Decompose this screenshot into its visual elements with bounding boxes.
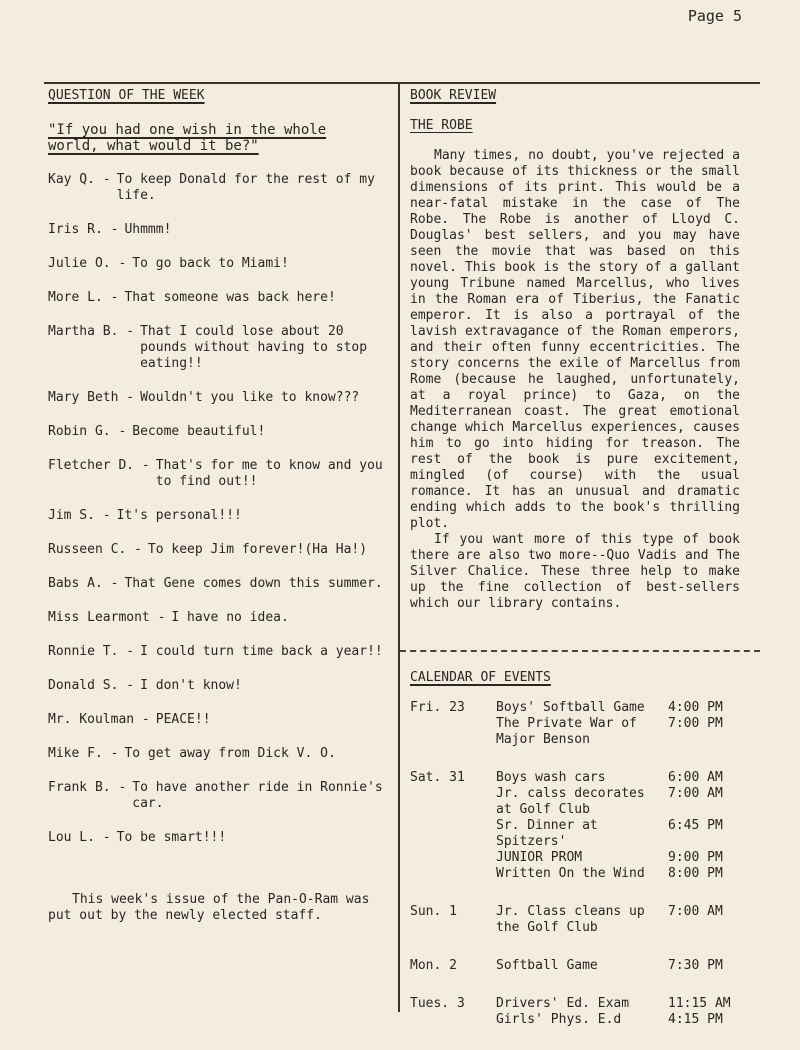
calendar-heading: CALENDAR OF EVENTS <box>410 670 551 685</box>
calendar-event <box>496 818 740 850</box>
answer-name: Julie O. - <box>48 256 127 271</box>
calendar-date: Mon. 2 <box>410 958 457 973</box>
answer-name: Lou L. - <box>48 830 111 845</box>
answer-text: To have another ride in Ronnie's car. <box>132 780 383 811</box>
question-of-the-week-section <box>48 88 383 924</box>
answer-name: Fletcher D. - <box>48 458 150 473</box>
calendar-event-list <box>496 996 740 1028</box>
answer-text: That I could lose about 20 pounds without having to stop eating!! <box>140 324 368 371</box>
calendar-event <box>496 904 740 936</box>
calendar-event <box>496 958 740 974</box>
answer-item <box>48 458 383 490</box>
calendar-event <box>496 850 740 866</box>
answer-name: More L. - <box>48 290 119 305</box>
calendar-date: Fri. 23 <box>410 700 465 715</box>
answer-name: Mary Beth - <box>48 390 135 405</box>
calendar-event <box>496 866 740 882</box>
answer-item <box>48 290 383 306</box>
calendar-event <box>496 700 740 716</box>
answer-name: Babs A. - <box>48 576 119 591</box>
answer-name: Russeen C. - <box>48 542 142 557</box>
answer-text: To keep Jim forever!(Ha Ha!) <box>147 542 368 557</box>
calendar-day <box>410 904 740 936</box>
event-name: Jr. calss decorates at Golf Club <box>496 786 645 817</box>
calendar-date: Sun. 1 <box>410 904 457 919</box>
event-name: Softball Game <box>496 958 598 973</box>
answer-item <box>48 712 383 728</box>
answer-name: Robin G. - <box>48 424 127 439</box>
answer-item <box>48 172 383 204</box>
answer-text: It's personal!!! <box>116 508 242 523</box>
calendar-day <box>410 700 740 748</box>
review-paragraph-1: Many times, no doubt, you've rejected a book because of its thickness or the small dimensions of its print. This would be a near-fatal mistake in the case of The Robe. The Robe is another of Lloyd C. Douglas' best sellers, and you may have seen the movie that was based on this novel. This book is the story of a gallant young Tribune named Marcellus, who lives in the Roman era of Tiberius, the Fanatic emperor. It is also a portrayal of the lavish extravagance of the Roman emperors, and their often funny eccentricities. The story concerns the exile of Marcellus from Rome (because he laughed, unfortunately, at a royal prince) to Gaza, on the Mediterranean coast. The great emotional change which Marcellus experiences, causes him to go into hiding for treason. The rest of the book is pure excitement, mingled (of course) with the usual romance. It has an unusual and dramatic ending which adds to the book's thrilling plot. <box>410 148 740 531</box>
answer-item <box>48 830 383 846</box>
answer-text: To go back to Miami! <box>132 256 289 271</box>
answer-item <box>48 542 383 558</box>
event-name: Written On the Wind <box>496 866 645 881</box>
answer-item <box>48 644 383 660</box>
event-time: 6:00 AM <box>668 770 723 785</box>
review-paragraph-2: If you want more of this type of book there are also two more--Quo Vadis and The Silver Chalice. These three help to make up the fine collection of best-sellers which our library contains. <box>410 532 740 611</box>
answer-item <box>48 508 383 524</box>
answer-list <box>48 172 383 846</box>
answer-name: Jim S. - <box>48 508 111 523</box>
answer-item <box>48 610 383 626</box>
event-time: 7:00 PM <box>668 716 723 731</box>
event-time: 8:00 PM <box>668 866 723 881</box>
answer-name: Frank B. - <box>48 780 127 795</box>
answer-name: Donald S. - <box>48 678 135 693</box>
section-divider <box>400 650 760 652</box>
calendar-event <box>496 996 740 1012</box>
event-name: Drivers' Ed. Exam <box>496 996 630 1011</box>
event-time: 7:00 AM <box>668 786 723 801</box>
answer-item <box>48 324 383 372</box>
calendar-date: Tues. 3 <box>410 996 465 1011</box>
qotw-question: "If you had one wish in the whole world, what would it be?" <box>48 122 327 154</box>
answer-text: I could turn time back a year!! <box>140 644 383 659</box>
event-time: 6:45 PM <box>668 818 723 833</box>
answer-text: I don't know! <box>140 678 242 693</box>
answer-item <box>48 390 383 406</box>
calendar-date: Sat. 31 <box>410 770 465 785</box>
event-time: 4:00 PM <box>668 700 723 715</box>
answer-item <box>48 256 383 272</box>
event-name: Girls' Phys. E.d <box>496 1012 622 1027</box>
answer-item <box>48 424 383 440</box>
event-time: 11:15 AM <box>668 996 731 1011</box>
answer-text: PEACE!! <box>155 712 211 727</box>
answer-name: Iris R. - <box>48 222 119 237</box>
event-time: 9:00 PM <box>668 850 723 865</box>
answer-name: Ronnie T. - <box>48 644 135 659</box>
answer-name: Kay Q. - <box>48 172 111 187</box>
answer-item <box>48 678 383 694</box>
calendar-event-list <box>496 700 740 748</box>
answer-text: That Gene comes down this summer. <box>124 576 383 591</box>
answer-text: Wouldn't you like to know??? <box>140 390 360 405</box>
calendar-event <box>496 770 740 786</box>
answer-item <box>48 576 383 592</box>
calendar-event-list <box>496 770 740 882</box>
event-name: Jr. Class cleans up the Golf Club <box>496 904 645 935</box>
answer-text: That's for me to know and you to find out!! <box>155 458 383 489</box>
event-time: 4:15 PM <box>668 1012 723 1027</box>
event-name: Sr. Dinner at Spitzers' <box>496 818 598 849</box>
answer-name: Mr. Koulman - <box>48 712 150 727</box>
answer-text: Become beautiful! <box>132 424 266 439</box>
event-name: Boys' Softball Game <box>496 700 645 715</box>
event-name: Boys wash cars <box>496 770 606 785</box>
staff-note: This week's issue of the Pan-O-Ram was put out by the newly elected staff. <box>48 892 370 923</box>
calendar-event <box>496 786 740 818</box>
calendar-day <box>410 770 740 882</box>
answer-item <box>48 780 383 812</box>
calendar-of-events <box>410 700 740 1050</box>
answer-item <box>48 222 383 238</box>
calendar-event-list <box>496 904 740 936</box>
event-name: JUNIOR PROM <box>496 850 583 865</box>
event-name: The Private War of Major Benson <box>496 716 637 747</box>
answer-text: To be smart!!! <box>116 830 227 845</box>
page-number: Page 5 <box>687 7 742 25</box>
calendar-event-list <box>496 958 740 974</box>
top-divider <box>44 82 760 84</box>
answer-text: To get away from Dick V. O. <box>124 746 336 761</box>
column-divider <box>398 82 400 1012</box>
calendar-day <box>410 996 740 1028</box>
answer-name: Martha B. - <box>48 324 135 339</box>
book-title: THE ROBE <box>410 118 473 133</box>
answer-text: Uhmmm! <box>124 222 172 237</box>
calendar-event <box>496 1012 740 1028</box>
answer-item <box>48 746 383 762</box>
answer-name: Miss Learmont - <box>48 610 166 625</box>
event-time: 7:00 AM <box>668 904 723 919</box>
answer-text: That someone was back here! <box>124 290 336 305</box>
event-time: 7:30 PM <box>668 958 723 973</box>
book-review-section <box>410 88 740 612</box>
answer-text: To keep Donald for the rest of my life. <box>116 172 375 203</box>
answer-text: I have no idea. <box>171 610 289 625</box>
calendar-day <box>410 958 740 974</box>
answer-name: Mike F. - <box>48 746 119 761</box>
calendar-event <box>496 716 740 748</box>
book-review-heading: BOOK REVIEW <box>410 88 497 103</box>
qotw-heading: QUESTION OF THE WEEK <box>48 88 205 103</box>
